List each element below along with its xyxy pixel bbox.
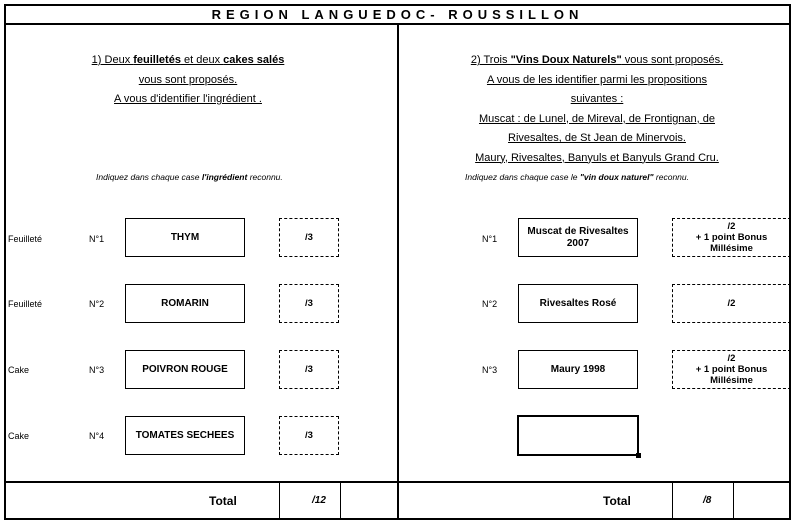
score-cell: /3 [279, 350, 339, 389]
answer-cell[interactable]: THYM [125, 218, 245, 257]
right-total-value: /8 [703, 495, 712, 506]
row-number: N°1 [89, 234, 105, 244]
right-total-label: Total [603, 494, 631, 508]
row-label: Feuilleté [8, 234, 43, 244]
row-number: N°4 [89, 431, 105, 441]
total-separator [340, 482, 341, 520]
fill-handle[interactable] [636, 453, 641, 458]
left-instruction: Indiquez dans chaque case l'ingrédient reconnu. [96, 172, 283, 182]
selected-empty-cell[interactable] [517, 415, 639, 456]
score-cell: /3 [279, 416, 339, 455]
sheet-title: REGION LANGUEDOC- ROUSSILLON [211, 7, 584, 22]
score-cell: /2 [672, 284, 791, 323]
total-separator [672, 482, 673, 520]
left-total-value: /12 [312, 495, 326, 506]
answer-cell[interactable]: Maury 1998 [518, 350, 638, 389]
center-divider [397, 23, 399, 520]
left-total-label: Total [209, 494, 237, 508]
row-number: N°2 [482, 299, 498, 309]
row-number: N°3 [482, 365, 498, 375]
answer-cell[interactable]: Muscat de Rivesaltes 2007 [518, 218, 638, 257]
row-label: Cake [8, 431, 30, 441]
answer-cell[interactable]: TOMATES SECHEES [125, 416, 245, 455]
answer-cell[interactable]: ROMARIN [125, 284, 245, 323]
row-number: N°1 [482, 234, 498, 244]
right-intro: 2) Trois "Vins Doux Naturels" vous sont proposés. A vous de les identifier parmi les propositions suivantes : Muscat : de Lunel, de Mireval, de Frontignan, de Rivesaltes, de St Jean de Minervois. Maury, Rivesaltes, Banyuls et Banyuls Grand Cru. [470, 54, 724, 164]
right-instruction: Indiquez dans chaque case le "vin doux naturel" reconnu. [465, 172, 690, 182]
row-label: Feuilleté [8, 299, 43, 309]
row-number: N°2 [89, 299, 105, 309]
score-cell: /3 [279, 284, 339, 323]
row-number: N°3 [89, 365, 105, 375]
score-cell: /3 [279, 218, 339, 257]
left-intro: 1) Deux feuilletés et deux cakes salés vous sont proposés. A vous d'identifier l'ingrédient . [91, 54, 285, 105]
total-separator [733, 482, 734, 520]
total-separator [279, 482, 280, 520]
answer-cell[interactable]: Rivesaltes Rosé [518, 284, 638, 323]
row-label: Cake [8, 365, 30, 375]
answer-cell[interactable]: POIVRON ROUGE [125, 350, 245, 389]
score-cell: /2 + 1 point Bonus Millésime [672, 218, 791, 257]
score-cell: /2 + 1 point Bonus Millésime [672, 350, 791, 389]
